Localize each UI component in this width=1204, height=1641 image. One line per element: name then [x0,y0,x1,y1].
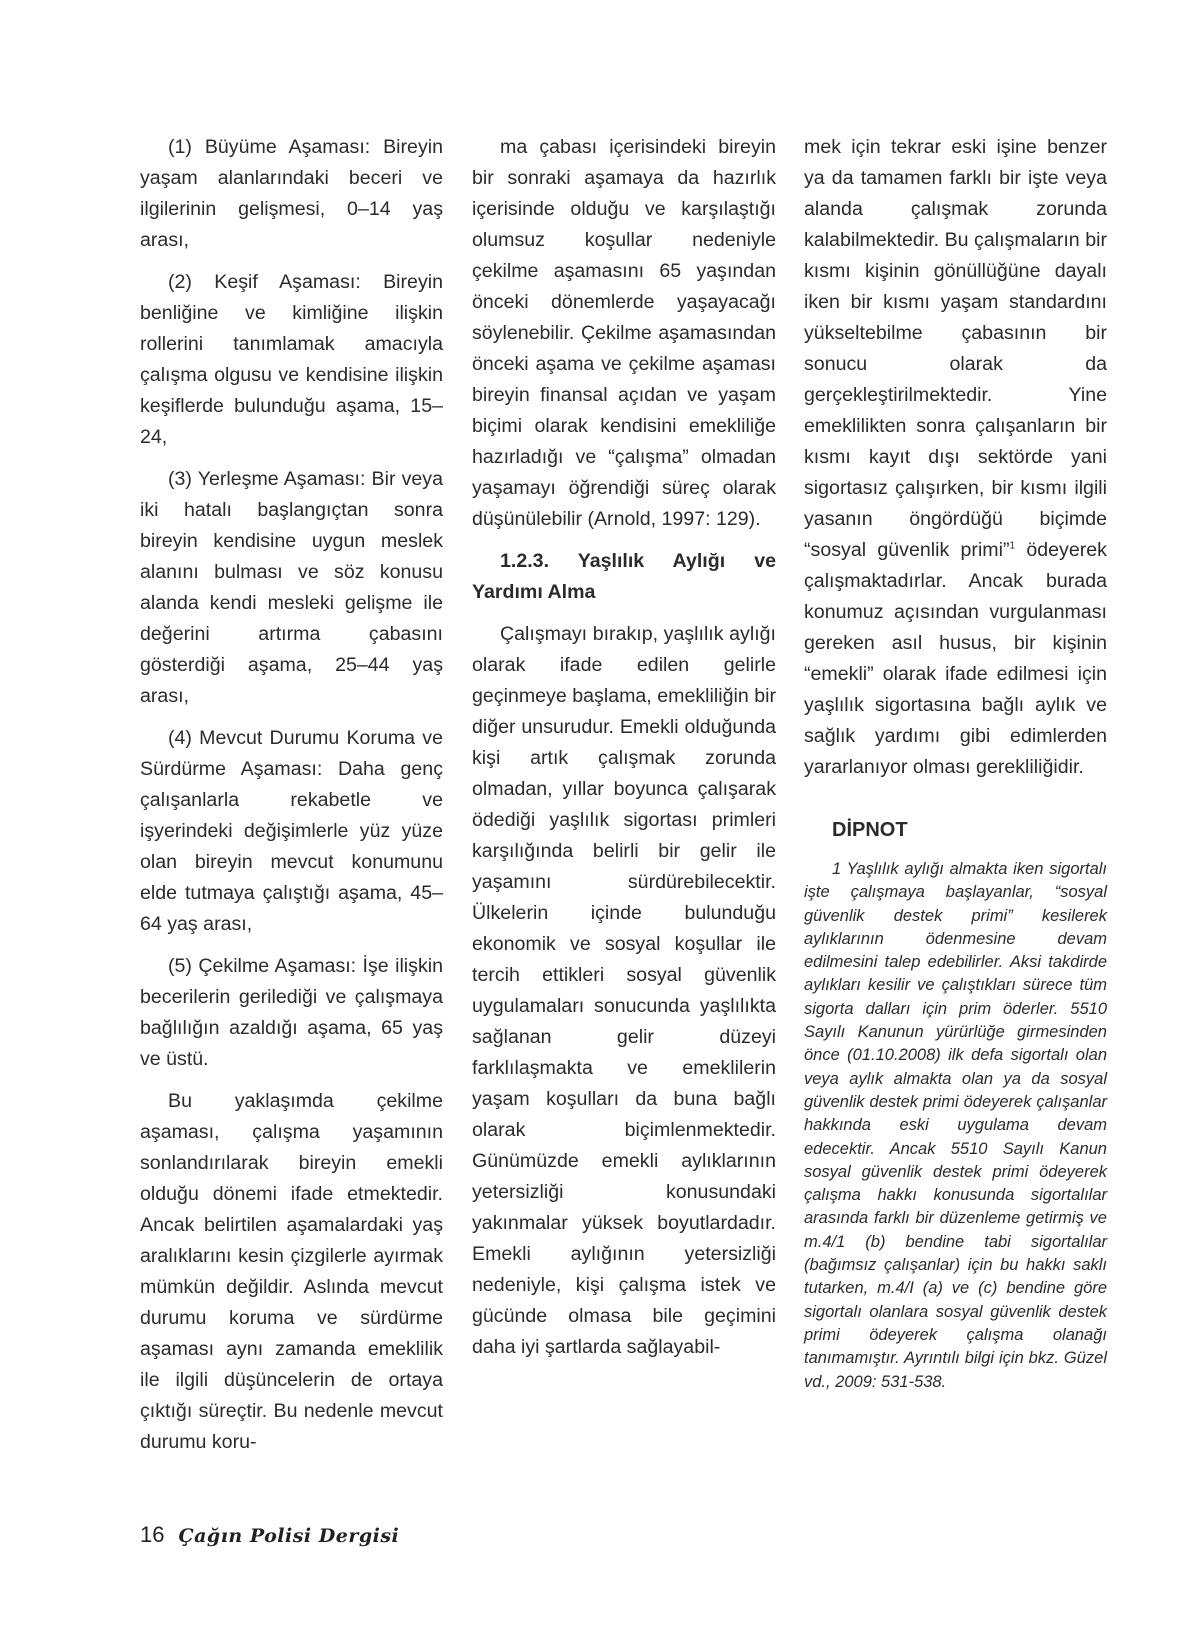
paragraph-old-age-pension: Çalışmayı bırakıp, yaşlılık aylığı olarak ifade edilen gelirle geçinmeye başlama, emekliliğin bir diğer unsurudur. Emekli olduğunda kişi artık çalışmak zorunda olmadan, yıllar boyunca çalışarak ödediği yaşlılık sigortası primleri karşılığında belirli bir gelir ile yaşamını sürdürebilecektir. Ülkelerin içinde bulunduğu ekonomik ve sosyal koşullar ile tercih ettikleri sosyal güvenlik uygulamaları sonucunda yaşlılıkta sağlanan gelir düzeyi farklılaşmakta ve emeklilerin yaşam koşulları da buna bağlı olarak biçimlenmektedir. Günümüzde emekli aylıklarının yetersizliği konusundaki yakınmalar yüksek boyutlardadır. Emekli aylığının yetersizliği nedeniyle, kişi çalışma istek ve gücünde olmasa bile geçimini daha iyi şartlarda sağlayabil- [472,623,776,1358]
paragraph-approach: Bu yaklaşımda çekilme aşaması, çalışma yaşamının sonlandırılarak bireyin emekli olduğu dönemi ifade etmektedir. Ancak belirtilen aşamalardaki yaş aralıklarını kesin çizgilerle ayırmak mümkün değildir. Aslında mevcut durumu koruma ve sürdürme aşaması aynı zamanda emeklilik ile ilgili düşüncelerin de ortaya çıktığı süreçtir. Bu nedenle mevcut durumu koru- [140,1090,443,1453]
paragraph-exploration-stage: (2) Keşif Aşaması: Bireyin benliğine ve kimliğine ilişkin rollerini tanımlamak amacıyla çalışma olgusu ve kendisine ilişkin keşiflerde bulunduğu aşama, 15–24, [140,271,443,448]
column-3-body [804,132,1107,783]
column-3 [804,132,1107,1394]
paragraph-growth-stage: (1) Büyüme Aşaması: Bireyin yaşam alanlarındaki beceri ve ilgilerinin gelişmesi, 0–14 yaş arası, [140,136,443,251]
text-part-b: ödeyerek çalışmaktadırlar. Ancak burada konumuz açısından vurgulanması gereken asıl husus, bir kişinin “emekli” olarak ifade edilmesi için yaşlılık sigortasına bağlı aylık ve sağlık yardımı gibi edimlerden yararlanıyor olması gerekliliğidir. [804,539,1107,778]
journal-name: Çağın Polisi Dergisi [178,1525,400,1547]
footnote-block [804,858,1107,1394]
page-number: 16 [140,1522,165,1547]
paragraph-maintenance-stage: (4) Mevcut Durumu Koruma ve Sürdürme Aşaması: Daha genç çalışanlarla rekabetle ve işyerindeki değişimlerle yüz yüze olan bireyin mevcut konumunu elde tutmaya çalıştığı aşama, 45–64 yaş arası, [140,727,443,935]
column-1 [140,132,443,1469]
text-part-a: mek için tekrar eski işine benzer ya da tamamen farklı bir işte veya alanda çalışmak zorunda kalabilmektedir. Bu çalışmaların bir kısmı kişinin gönüllüğüne dayalı iken bir kısmı yaşam standardını yükseltebilme çabasının bir sonucu olarak da gerçekleştirilmektedir. Yine emeklilikten sonra çalışanların bir kısmı kayıt dışı sektörde yani sigortasız çalışırken, bir kısmı ilgili yasanın öngördüğü biçimde “sosyal güvenlik primi” [804,136,1107,561]
paragraph-withdrawal-stage: (5) Çekilme Aşaması: İşe ilişkin becerilerin gerilediği ve çalışmaya bağlılığın azaldığı aşama, 65 yaş ve üstü. [140,955,443,1070]
paragraph-establishment-stage: (3) Yerleşme Aşaması: Bir veya iki hatalı başlangıçtan sonra bireyin kendisine uygun meslek alanını bulması ve söz konusu alanda kendi mesleki gelişme ile değerini artırma çabasını gösterdiği aşama, 25–44 yaş arası, [140,468,443,707]
column-2 [472,132,776,1374]
footnote-text: 1 Yaşlılık aylığı almakta iken sigortalı işte çalışmaya başlayanlar, “sosyal güvenlik destek primi” kesilerek aylıklarının ödenmesine devam edilmesini talep edebilirler. Aksi takdirde aylıkları kesilir ve çalıştıkları sürece tüm sigorta dalları için prim öderler. 5510 Sayılı Kanunun yürürlüğe girmesinden önce (01.10.2008) ilk defa sigortalı olan veya aylık almakta olan ya da sosyal güvenlik destek primi ödeyerek çalışanlar hakkında eski uygulama devam edecektir. Ancak 5510 Sayılı Kanun sosyal güvenlik destek primi ödeyerek çalışma hakkı konusunda sigortalılar arasında farklı bir düzenleme getirmiş ve m.4/1 (b) bendine tabi sigortalılar (bağımsız çalışanlar) için bu hakkı saklı tutarken, m.4/I (a) ve (c) bendine göre sigortalı olanlara sosyal güvenlik destek primi ödeyerek çalışma olanağı tanımamıştır. Ayrıntılı bilgi için bkz. Güzel vd., 2009: 531-538. [804,860,1107,1391]
paragraph-work-after-retirement [804,132,1107,783]
page-footer [140,1522,399,1556]
footnote-section-title: DİPNOT [832,819,908,841]
footnote-reference[interactable]: 1 [1009,540,1016,552]
paragraph-continuation: ma çabası içerisindeki bireyin bir sonraki aşamaya da hazırlık içerisinde olduğu ve karşılaştığı olumsuz koşullar nedeniyle çekilme aşamasını 65 yaşından önceki dönemlerde yaşayacağı söylenebilir. Çekilme aşamasından önceki aşama ve çekilme aşaması bireyin finansal açıdan ve yaşam biçimi olarak kendisini emekliliğe hazırladığı ve “çalışma” olmadan yaşamayı öğrendiği süreç olarak düşünülebilir (Arnold, 1997: 129). [472,136,776,530]
section-heading: 1.2.3. Yaşlılık Aylığı ve Yardımı Alma [472,550,776,603]
